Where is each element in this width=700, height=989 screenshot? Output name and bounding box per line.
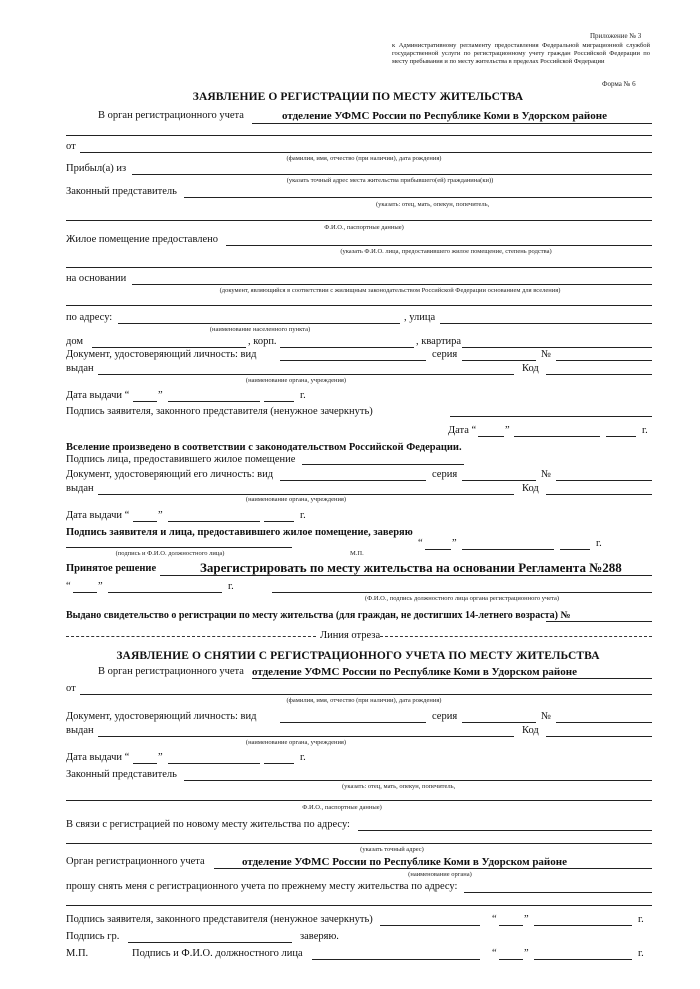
- dereg-issue-date-quote: ”: [158, 752, 163, 763]
- house-label: дом: [66, 336, 84, 347]
- representative-field-2[interactable]: [66, 220, 652, 221]
- issue-month-field[interactable]: [168, 401, 260, 402]
- code-label: Код: [522, 363, 539, 374]
- issue-year-suffix: г.: [300, 390, 306, 401]
- dereg-official-signature-label: Подпись и Ф.И.О. должностного лица: [132, 948, 303, 959]
- old-address-field[interactable]: [464, 892, 652, 893]
- arrived-hint: (указать точный адрес места жительства прибывшего(ей) гражданина(ки)): [286, 177, 494, 184]
- provider-series-field[interactable]: [462, 480, 536, 481]
- reg-organ-label: Орган регистрационного учета: [66, 856, 205, 867]
- provider-issued-label: выдан: [66, 483, 94, 494]
- basis-field[interactable]: [132, 284, 652, 285]
- provider-number-label: №: [541, 469, 552, 480]
- date-quote: ”: [505, 425, 510, 436]
- dereg-from-label: от: [66, 683, 76, 694]
- dereg-issued-field[interactable]: [98, 736, 514, 737]
- appendix-text: к Административному регламенту предоставления Федеральной миграционной службой государственной услуги по регистрационному учету граждан Российской Федерации по месту пребывания и по месту жительства в пределах Российской Федерации: [392, 42, 650, 66]
- dereg-representative-field-2[interactable]: [66, 800, 652, 801]
- provider-issue-month-field[interactable]: [168, 521, 260, 522]
- housing-field-2[interactable]: [66, 267, 652, 268]
- id-document-type-field[interactable]: [280, 360, 426, 361]
- dereg-organ-field[interactable]: отделение УФМС России по Республике Коми в Удорском районе: [252, 666, 577, 678]
- dereg-representative-hint-2: Ф.И.О., паспортные данные): [302, 804, 382, 811]
- decision-date-quote-close: ”: [98, 581, 103, 592]
- date-month-field[interactable]: [514, 436, 600, 437]
- official-signature-hint: (подпись и Ф.И.О. должностного лица): [115, 550, 225, 557]
- issue-date-quote: ”: [158, 390, 163, 401]
- cut-line-left: [66, 636, 316, 637]
- from-label: от: [66, 141, 76, 152]
- certify-date-quote-close: ”: [452, 538, 457, 549]
- basis-field-2[interactable]: [66, 305, 652, 306]
- provider-issue-day-field[interactable]: [133, 521, 157, 522]
- date-year-field[interactable]: [606, 436, 636, 437]
- dereg-number-label: №: [541, 711, 552, 722]
- street-field[interactable]: [440, 323, 652, 324]
- number-label: №: [541, 349, 552, 360]
- provider-code-label: Код: [522, 483, 539, 494]
- dereg-official-signature-field[interactable]: [312, 959, 480, 960]
- form-number: Форма № 6: [602, 80, 636, 88]
- issuer-hint: (наименование органа, учреждения): [245, 377, 347, 384]
- dereg-organ-label: В орган регистрационного учета: [98, 666, 244, 677]
- organ-line: [252, 123, 652, 124]
- flat-label: , квартира: [416, 336, 462, 347]
- cut-line-right: [380, 636, 652, 637]
- certified-label: заверяю.: [300, 931, 339, 942]
- representative-hint-2: Ф.И.О., паспортные данные): [324, 224, 404, 231]
- new-address-hint: (указать точный адрес): [360, 846, 424, 853]
- dereg-from-field[interactable]: [80, 694, 652, 695]
- dereg-code-field[interactable]: [546, 736, 652, 737]
- dereg-sign-date-quote-close: ”: [524, 914, 529, 925]
- provider-issue-year-field[interactable]: [264, 521, 294, 522]
- issued-label: выдан: [66, 363, 94, 374]
- citizen-signature-field[interactable]: [128, 942, 292, 943]
- provider-issue-date-quote: ”: [158, 510, 163, 521]
- house-field[interactable]: [92, 347, 246, 348]
- from-hint: (фамилия, имя, отчество (при наличии), дата рождения): [286, 155, 442, 162]
- dereg-representative-field[interactable]: [184, 780, 652, 781]
- applicant-signature-field[interactable]: [450, 416, 652, 417]
- dereg-issue-year-field[interactable]: [264, 763, 294, 764]
- moved-in-statement: Вселение произведено в соответствии с законодательством Российской Федерации.: [66, 442, 462, 453]
- appendix-number: Приложение № 3: [590, 32, 642, 40]
- provider-issued-field[interactable]: [98, 494, 514, 495]
- applicant-signature-label: Подпись заявителя, законного представителя (ненужное зачеркнуть): [66, 406, 373, 417]
- organ-field[interactable]: отделение УФМС России по Республике Коми в Удорском районе: [282, 110, 607, 122]
- provider-code-field[interactable]: [546, 494, 652, 495]
- deregistration-request: прошу снять меня с регистрационного учета по прежнему месту жительства по адресу:: [66, 881, 458, 892]
- certify-year-field[interactable]: [560, 549, 590, 550]
- registration-official-hint: (Ф.И.О., подпись должностного лица органа регистрационного учета): [364, 595, 560, 602]
- deregistration-form-title: ЗАЯВЛЕНИЕ О СНЯТИИ С РЕГИСТРАЦИОННОГО УЧЕТА ПО МЕСТУ ЖИТЕЛЬСТВА: [116, 650, 600, 662]
- decision-month-field[interactable]: [108, 592, 222, 593]
- issue-day-field[interactable]: [133, 401, 157, 402]
- registration-official-field[interactable]: [272, 592, 652, 593]
- housing-label: Жилое помещение предоставлено: [66, 234, 219, 245]
- number-field[interactable]: [556, 360, 652, 361]
- certify-month-field[interactable]: [462, 549, 554, 550]
- organ-label: В орган регистрационного учета: [98, 110, 244, 121]
- reg-organ-line: [214, 868, 652, 869]
- dereg-series-label: серия: [432, 711, 458, 722]
- old-address-field-2[interactable]: [66, 905, 652, 906]
- dereg-sign-date-quote-open: “: [492, 914, 497, 925]
- decision-year-suffix: г.: [228, 581, 234, 592]
- representative-field[interactable]: [184, 197, 652, 198]
- dereg-code-label: Код: [522, 725, 539, 736]
- dereg-issued-label: выдан: [66, 725, 94, 736]
- dereg-issue-date-label: Дата выдачи “: [66, 752, 130, 763]
- dereg-id-document-type-field[interactable]: [280, 722, 426, 723]
- dereg-series-field[interactable]: [462, 722, 536, 723]
- provider-document-label: Документ, удостоверяющий его личность: вид: [66, 469, 274, 480]
- reg-organ-hint: (наименование органа): [408, 871, 472, 878]
- certify-date-quote-open: “: [418, 538, 423, 549]
- dereg-official-date-quote-close: ”: [524, 948, 529, 959]
- registration-form-title: ЗАЯВЛЕНИЕ О РЕГИСТРАЦИИ ПО МЕСТУ ЖИТЕЛЬСТВА: [192, 91, 524, 103]
- cut-line-label: Линия отреза: [320, 630, 381, 641]
- provider-number-field[interactable]: [556, 480, 652, 481]
- dereg-from-hint: (фамилия, имя, отчество (при наличии), дата рождения): [286, 697, 442, 704]
- street-label: , улица: [404, 312, 436, 323]
- provider-issue-year-suffix: г.: [300, 510, 306, 521]
- provider-signature-label: Подпись лица, предоставившего жилое помещение: [66, 454, 296, 465]
- address-label: по адресу:: [66, 312, 113, 323]
- dereg-number-field[interactable]: [556, 722, 652, 723]
- issue-year-field[interactable]: [264, 401, 294, 402]
- id-document-label: Документ, удостоверяющий личность: вид: [66, 349, 257, 360]
- new-address-label: В связи с регистрацией по новому месту жительства по адресу:: [66, 819, 350, 830]
- provider-issuer-hint: (наименование органа, учреждения): [245, 496, 347, 503]
- representative-label: Законный представитель: [66, 186, 177, 197]
- basis-label: на основании: [66, 273, 127, 284]
- from-field[interactable]: [80, 152, 652, 153]
- certificate-number-field[interactable]: [546, 621, 652, 622]
- locality-hint: (наименование населенного пункта): [209, 326, 311, 333]
- date-day-field[interactable]: [478, 436, 504, 437]
- korp-field[interactable]: [280, 347, 414, 348]
- provider-issue-date-label: Дата выдачи “: [66, 510, 130, 521]
- dereg-representative-label: Законный представитель: [66, 769, 177, 780]
- blank-line: [66, 135, 652, 136]
- official-signature-field[interactable]: [66, 547, 292, 548]
- dereg-official-month-field[interactable]: [534, 959, 632, 960]
- dereg-issue-month-field[interactable]: [168, 763, 260, 764]
- dereg-issue-day-field[interactable]: [133, 763, 157, 764]
- reg-organ-field[interactable]: отделение УФМС России по Республике Коми в Удорском районе: [242, 856, 567, 868]
- dereg-representative-hint: (указать: отец, мать, опекун, попечитель,: [342, 783, 456, 790]
- dereg-issue-year-suffix: г.: [300, 752, 306, 763]
- arrived-field[interactable]: [132, 174, 652, 175]
- flat-field[interactable]: [462, 347, 652, 348]
- code-field[interactable]: [546, 374, 652, 375]
- housing-field[interactable]: [226, 245, 652, 246]
- certify-year-suffix: г.: [596, 538, 602, 549]
- dereg-sign-year-suffix: г.: [638, 914, 644, 925]
- dereg-stamp-place: М.П.: [66, 948, 89, 959]
- date-year-suffix: г.: [642, 425, 648, 436]
- citizen-signature-label: Подпись гр.: [66, 931, 120, 942]
- provider-series-label: серия: [432, 469, 458, 480]
- korp-label: , корп.: [248, 336, 277, 347]
- dereg-id-document-label: Документ, удостоверяющий личность: вид: [66, 711, 257, 722]
- representative-hint: (указать: отец, мать, опекун, попечитель,: [376, 201, 490, 208]
- dereg-applicant-signature-field[interactable]: [380, 925, 480, 926]
- dereg-issuer-hint: (наименование органа, учреждения): [245, 739, 347, 746]
- new-address-field[interactable]: [358, 830, 652, 831]
- date-label: Дата “: [448, 425, 477, 436]
- issue-date-label: Дата выдачи “: [66, 390, 130, 401]
- decision-day-field[interactable]: [73, 592, 97, 593]
- dereg-official-day-field[interactable]: [499, 959, 523, 960]
- series-label: серия: [432, 349, 458, 360]
- certificate-statement: Выдано свидетельство о регистрации по месту жительства (для граждан, не достигших 14-летнего возраста) №: [66, 610, 571, 621]
- certify-statement: Подпись заявителя и лица, предоставившего жилое помещение, заверяю: [66, 527, 413, 538]
- dereg-official-year-suffix: г.: [638, 948, 644, 959]
- dereg-sign-day-field[interactable]: [499, 925, 523, 926]
- dereg-organ-line: [252, 678, 652, 679]
- arrived-label: Прибыл(а) из: [66, 163, 127, 174]
- stamp-place: М.П.: [350, 550, 364, 557]
- decision-field[interactable]: Зарегистрировать по месту жительства на основании Регламента №288: [200, 560, 622, 575]
- series-field[interactable]: [462, 360, 536, 361]
- housing-hint: (указать Ф.И.О. лица, предоставившего жилое помещение, степень родства): [340, 248, 552, 255]
- certify-day-field[interactable]: [425, 549, 451, 550]
- basis-hint: (документ, являющийся в соответствии с жилищным законодательством Российской Федерации основанием для вселения): [219, 287, 561, 294]
- issued-field[interactable]: [98, 374, 514, 375]
- dereg-sign-month-field[interactable]: [534, 925, 632, 926]
- provider-signature-field[interactable]: [302, 464, 464, 465]
- dereg-applicant-signature-label: Подпись заявителя, законного представителя (ненужное зачеркнуть): [66, 914, 373, 925]
- provider-document-type-field[interactable]: [280, 480, 426, 481]
- decision-date-quote-open: “: [66, 581, 71, 592]
- locality-field[interactable]: [118, 323, 400, 324]
- new-address-field-2[interactable]: [66, 843, 652, 844]
- decision-label: Принятое решение: [66, 563, 157, 574]
- dereg-official-date-quote-open: “: [492, 948, 497, 959]
